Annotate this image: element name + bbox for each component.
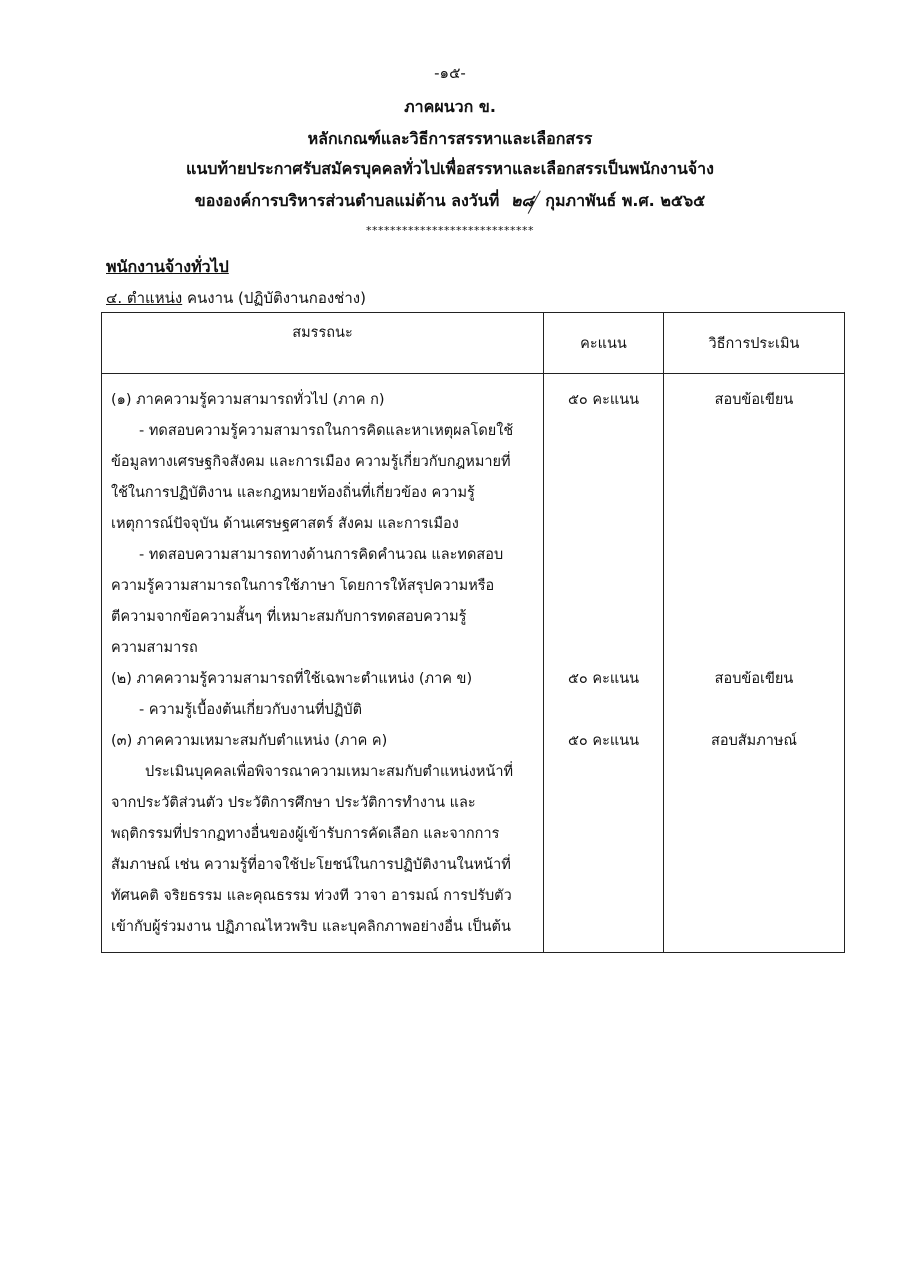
- table-row: [102, 374, 845, 953]
- part-2-line: - ความรู้เบื้องต้นเกี่ยวกับงานที่ปฏิบัติ: [139, 702, 363, 718]
- part-3-title: (๓) ภาคความเหมาะสมกับตำแหน่ง (ภาค ค): [111, 733, 388, 749]
- header-score: คะแนน: [544, 313, 664, 374]
- part-1-line: ใช้ในการปฏิบัติงาน และกฎหมายท้องถิ่นที่เกี่ยวข้อง ความรู้: [111, 485, 475, 501]
- part-3-line: ทัศนคติ จริยธรรม และคุณธรรม ท่วงที วาจา อารมณ์ การปรับตัว: [111, 888, 512, 904]
- org-date-line: [0, 190, 900, 212]
- part-1-score: ๕๐ คะแนน: [567, 392, 640, 408]
- part-1-line: ความรู้ความสามารถในการใช้ภาษา โดยการให้สรุปความหรือ: [111, 578, 495, 594]
- part-1-line: เหตุการณ์ปัจจุบัน ด้านเศรษฐศาสตร์ สังคม และการเมือง: [111, 516, 459, 532]
- appendix-title: ภาคผนวก ข.: [404, 97, 496, 116]
- part-1-line: ข้อมูลทางเศรษฐกิจสังคม และการเมือง ความรู้เกี่ยวกับกฎหมายที่: [111, 454, 511, 470]
- competency-cell: [102, 374, 544, 953]
- part-1-line: - ทดสอบความสามารถทางด้านการคิดคำนวณ และทดสอบ: [139, 547, 504, 563]
- part-3-line: สัมภาษณ์ เช่น ความรู้ที่อาจใช้ปะโยชน์ในการปฏิบัติงานในหน้าที่: [111, 857, 511, 873]
- header-method: วิธีการประเมิน: [664, 313, 845, 374]
- part-3-line: ประเมินบุคคลเพื่อพิจารณาความเหมาะสมกับตำแหน่งหน้าที่: [145, 764, 514, 780]
- position-value: คนงาน (ปฏิบัติงานกองช่าง): [186, 289, 366, 307]
- part-3-method: สอบสัมภาษณ์: [711, 733, 797, 749]
- score-cell: [544, 374, 664, 953]
- competency-table: [101, 312, 845, 953]
- section-heading: พนักงานจ้างทั่วไป: [106, 257, 229, 276]
- part-2-method: สอบข้อเขียน: [714, 671, 794, 687]
- part-1-method: สอบข้อเขียน: [714, 392, 794, 408]
- org-line-prefix: ขององค์การบริหารส่วนตำบลแม่ต้าน ลงวันที่: [194, 191, 500, 210]
- part-3-line: พฤติกรรมที่ปรากฏทางอื่นของผู้เข้ารับการคัดเลือก และจากการ: [111, 826, 500, 842]
- header-competency: สมรรถนะ: [102, 313, 544, 374]
- table-header-row: [102, 313, 845, 374]
- org-line-suffix: กุมภาพันธ์ พ.ศ. ๒๕๖๕: [545, 191, 706, 210]
- document-title: หลักเกณฑ์และวิธีการสรรหาและเลือกสรร: [307, 129, 593, 148]
- part-3-score: ๕๐ คะแนน: [567, 733, 640, 749]
- method-cell: [664, 374, 845, 953]
- handwritten-date-day: ๒๘: [505, 190, 540, 212]
- part-1-line: ตีความจากข้อความสั้นๆ ที่เหมาะสมกับการทดสอบความรู้: [111, 609, 467, 625]
- position-line: [106, 286, 366, 310]
- document-subtitle: แนบท้ายประกาศรับสมัครบุคคลทั่วไปเพื่อสรรหาและเลือกสรรเป็นพนักงานจ้าง: [186, 159, 714, 178]
- separator-line: ****************************: [366, 224, 534, 237]
- page-number: -๑๕-: [434, 64, 466, 82]
- part-1-title: (๑) ภาคความรู้ความสามารถทั่วไป (ภาค ก): [111, 392, 385, 408]
- part-1-line: ความสามารถ: [111, 640, 198, 656]
- part-3-line: จากประวัติส่วนตัว ประวัติการศึกษา ประวัติการทำงาน และ: [111, 795, 476, 811]
- part-3-line: เข้ากับผู้ร่วมงาน ปฏิภาณไหวพริบ และบุคลิกภาพอย่างอื่น เป็นต้น: [111, 919, 511, 935]
- part-2-title: (๒) ภาคความรู้ความสามารถที่ใช้เฉพาะตำแหน่ง (ภาค ข): [111, 671, 473, 687]
- position-label: ๔. ตำแหน่ง: [106, 289, 183, 307]
- part-1-line: - ทดสอบความรู้ความสามารถในการคิดและหาเหตุผลโดยใช้: [139, 423, 514, 439]
- part-2-score: ๕๐ คะแนน: [567, 671, 640, 687]
